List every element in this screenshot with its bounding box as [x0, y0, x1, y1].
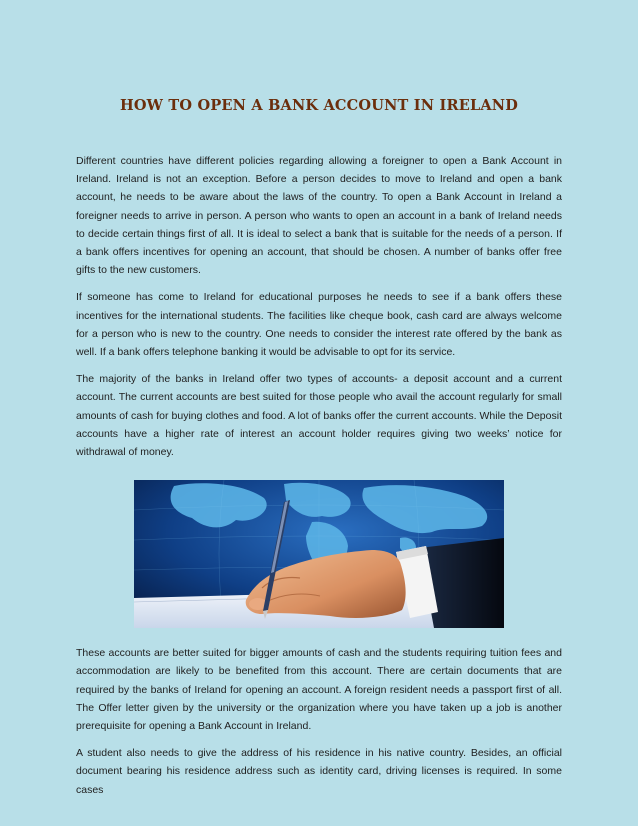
paragraph-3: The majority of the banks in Ireland offer two types of accounts- a deposit account and a current account. The current accounts are best suited for those people who avail the account regularly for small amounts of cash for buying clothes and food. A lot of banks offer the current accounts. While the Deposit accounts have a higher rate of interest an account holder requires giving two weeks’ notice for withdrawal of money.: [76, 373, 562, 459]
hand-signing-document-over-world-map-icon: [134, 480, 504, 628]
paragraph-1: Different countries have different policies regarding allowing a foreigner to open a Bank Account in Ireland. Ireland is not an exception. Before a person decides to move to Ireland and open a bank account, he needs to be aware about the laws of the country. To open a Bank Account in Ireland a foreigner needs to arrive in person. A person who wants to open an account in a bank of Ireland needs to decide certain things first of all. It is ideal to select a bank that is suitable for the needs of a person. If a bank offers incentives for opening an account, that should be chosen. A number of banks offer free gifts to the new customers.: [76, 155, 562, 277]
paragraph-2: If someone has come to Ireland for educational purposes he needs to see if a bank offers these incentives for the international students. The facilities like cheque book, cash card are always welcome for a person who is new to the country. One needs to consider the interest rate offered by the bank as well. If a bank offers telephone banking it would be advisable to opt for its service.: [76, 291, 562, 359]
page-title: HOW TO OPEN A BANK ACCOUNT IN IRELAND: [119, 97, 519, 114]
document-body: [76, 152, 562, 799]
paragraph-4: These accounts are better suited for bigger amounts of cash and the students requiring tuition fees and accommodation are likely to be benefited from this account. There are certain documents that are required by the banks of Ireland for opening an account. A foreign resident needs a passport first of all. The Offer letter given by the university or the organization where you have taken up a job is another prerequisite for opening a Bank Account in Ireland.: [76, 647, 562, 733]
paragraph-5: A student also needs to give the address of his residence in his native country. Besides, an official document bearing his residence address such as identity card, driving licenses is required. In some cases: [76, 747, 562, 796]
signing-document-photo: [134, 480, 504, 628]
